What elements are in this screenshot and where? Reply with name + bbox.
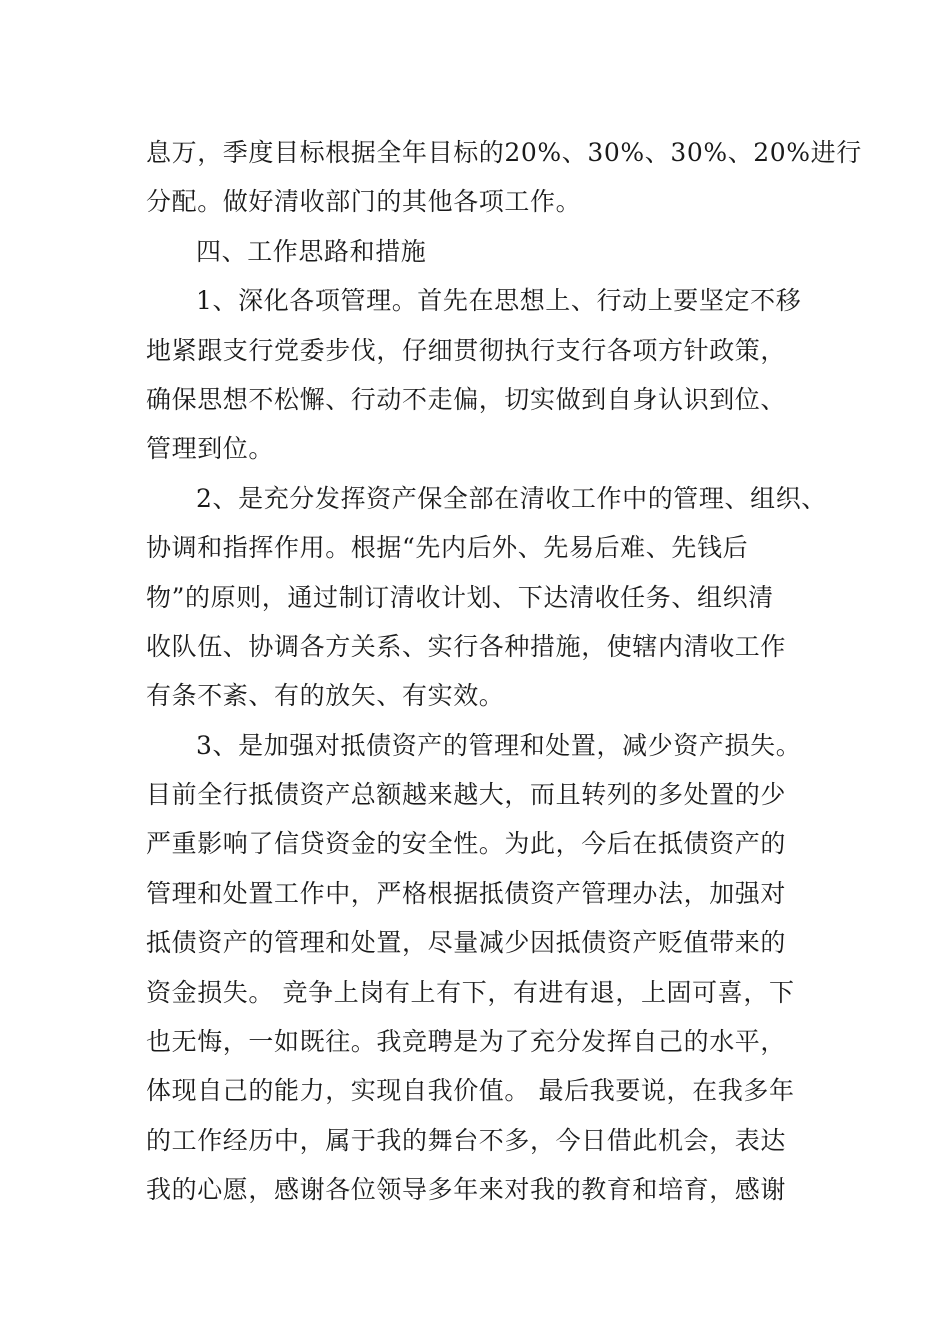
text-line-19: 也无悔，一如既往。我竞聘是为了充分发挥自己的水平， [146,1027,787,1057]
text-line-14: 目前全行抵债资产总额越来越大，而且转列的多处置的少 [146,780,787,810]
text-line-20: 体现自己的能力，实现自我价值。 最后我要说，在我多年 [146,1076,795,1106]
text-line-12: 有条不紊、有的放矢、有实效。 [146,681,505,711]
text-line-16: 管理和处置工作中，严格根据抵债资产管理办法，加强对 [146,878,787,908]
text-line-17: 抵债资产的管理和处置，尽量减少因抵债资产贬值带来的 [146,928,787,958]
text-line-7: 管理到位。 [146,434,275,464]
section-heading: 四、工作思路和措施 [196,236,427,266]
document-body [146,128,862,1215]
text-line-8: 2、是充分发挥资产保全部在清收工作中的管理、组织、 [196,483,827,513]
text-line-13: 3、是加强对抵债资产的管理和处置，减少资产损失。 [196,730,802,760]
text-line-22: 我的心愿，感谢各位领导多年来对我的教育和培育，感谢 [146,1175,787,1205]
text-line-11: 收队伍、协调各方关系、实行各种措施，使辖内清收工作 [146,631,787,661]
text-line-10: 物”的原则，通过制订清收计划、下达清收任务、组织清 [146,582,774,612]
text-line-15: 严重影响了信贷资金的安全性。为此，今后在抵债资产的 [146,829,787,859]
text-line-5: 地紧跟支行党委步伐，仔细贯彻执行支行各项方针政策， [146,335,787,365]
text-line-4: 1、深化各项管理。首先在思想上、行动上要坚定不移 [196,286,802,316]
text-line-9: 协调和指挥作用。根据“先内后外、先易后难、先钱后 [146,533,749,563]
text-line-18: 资金损失。 竞争上岗有上有下，有进有退，上固可喜，下 [146,977,795,1007]
text-line-6: 确保思想不松懈、行动不走偏，切实做到自身认识到位、 [146,384,787,414]
text-line-2: 分配。做好清收部门的其他各项工作。 [146,187,582,217]
text-line-1: 息万，季度目标根据全年目标的20%、30%、30%、20%进行 [146,138,862,167]
text-line-21: 的工作经历中，属于我的舞台不多，今日借此机会，表达 [146,1125,787,1155]
